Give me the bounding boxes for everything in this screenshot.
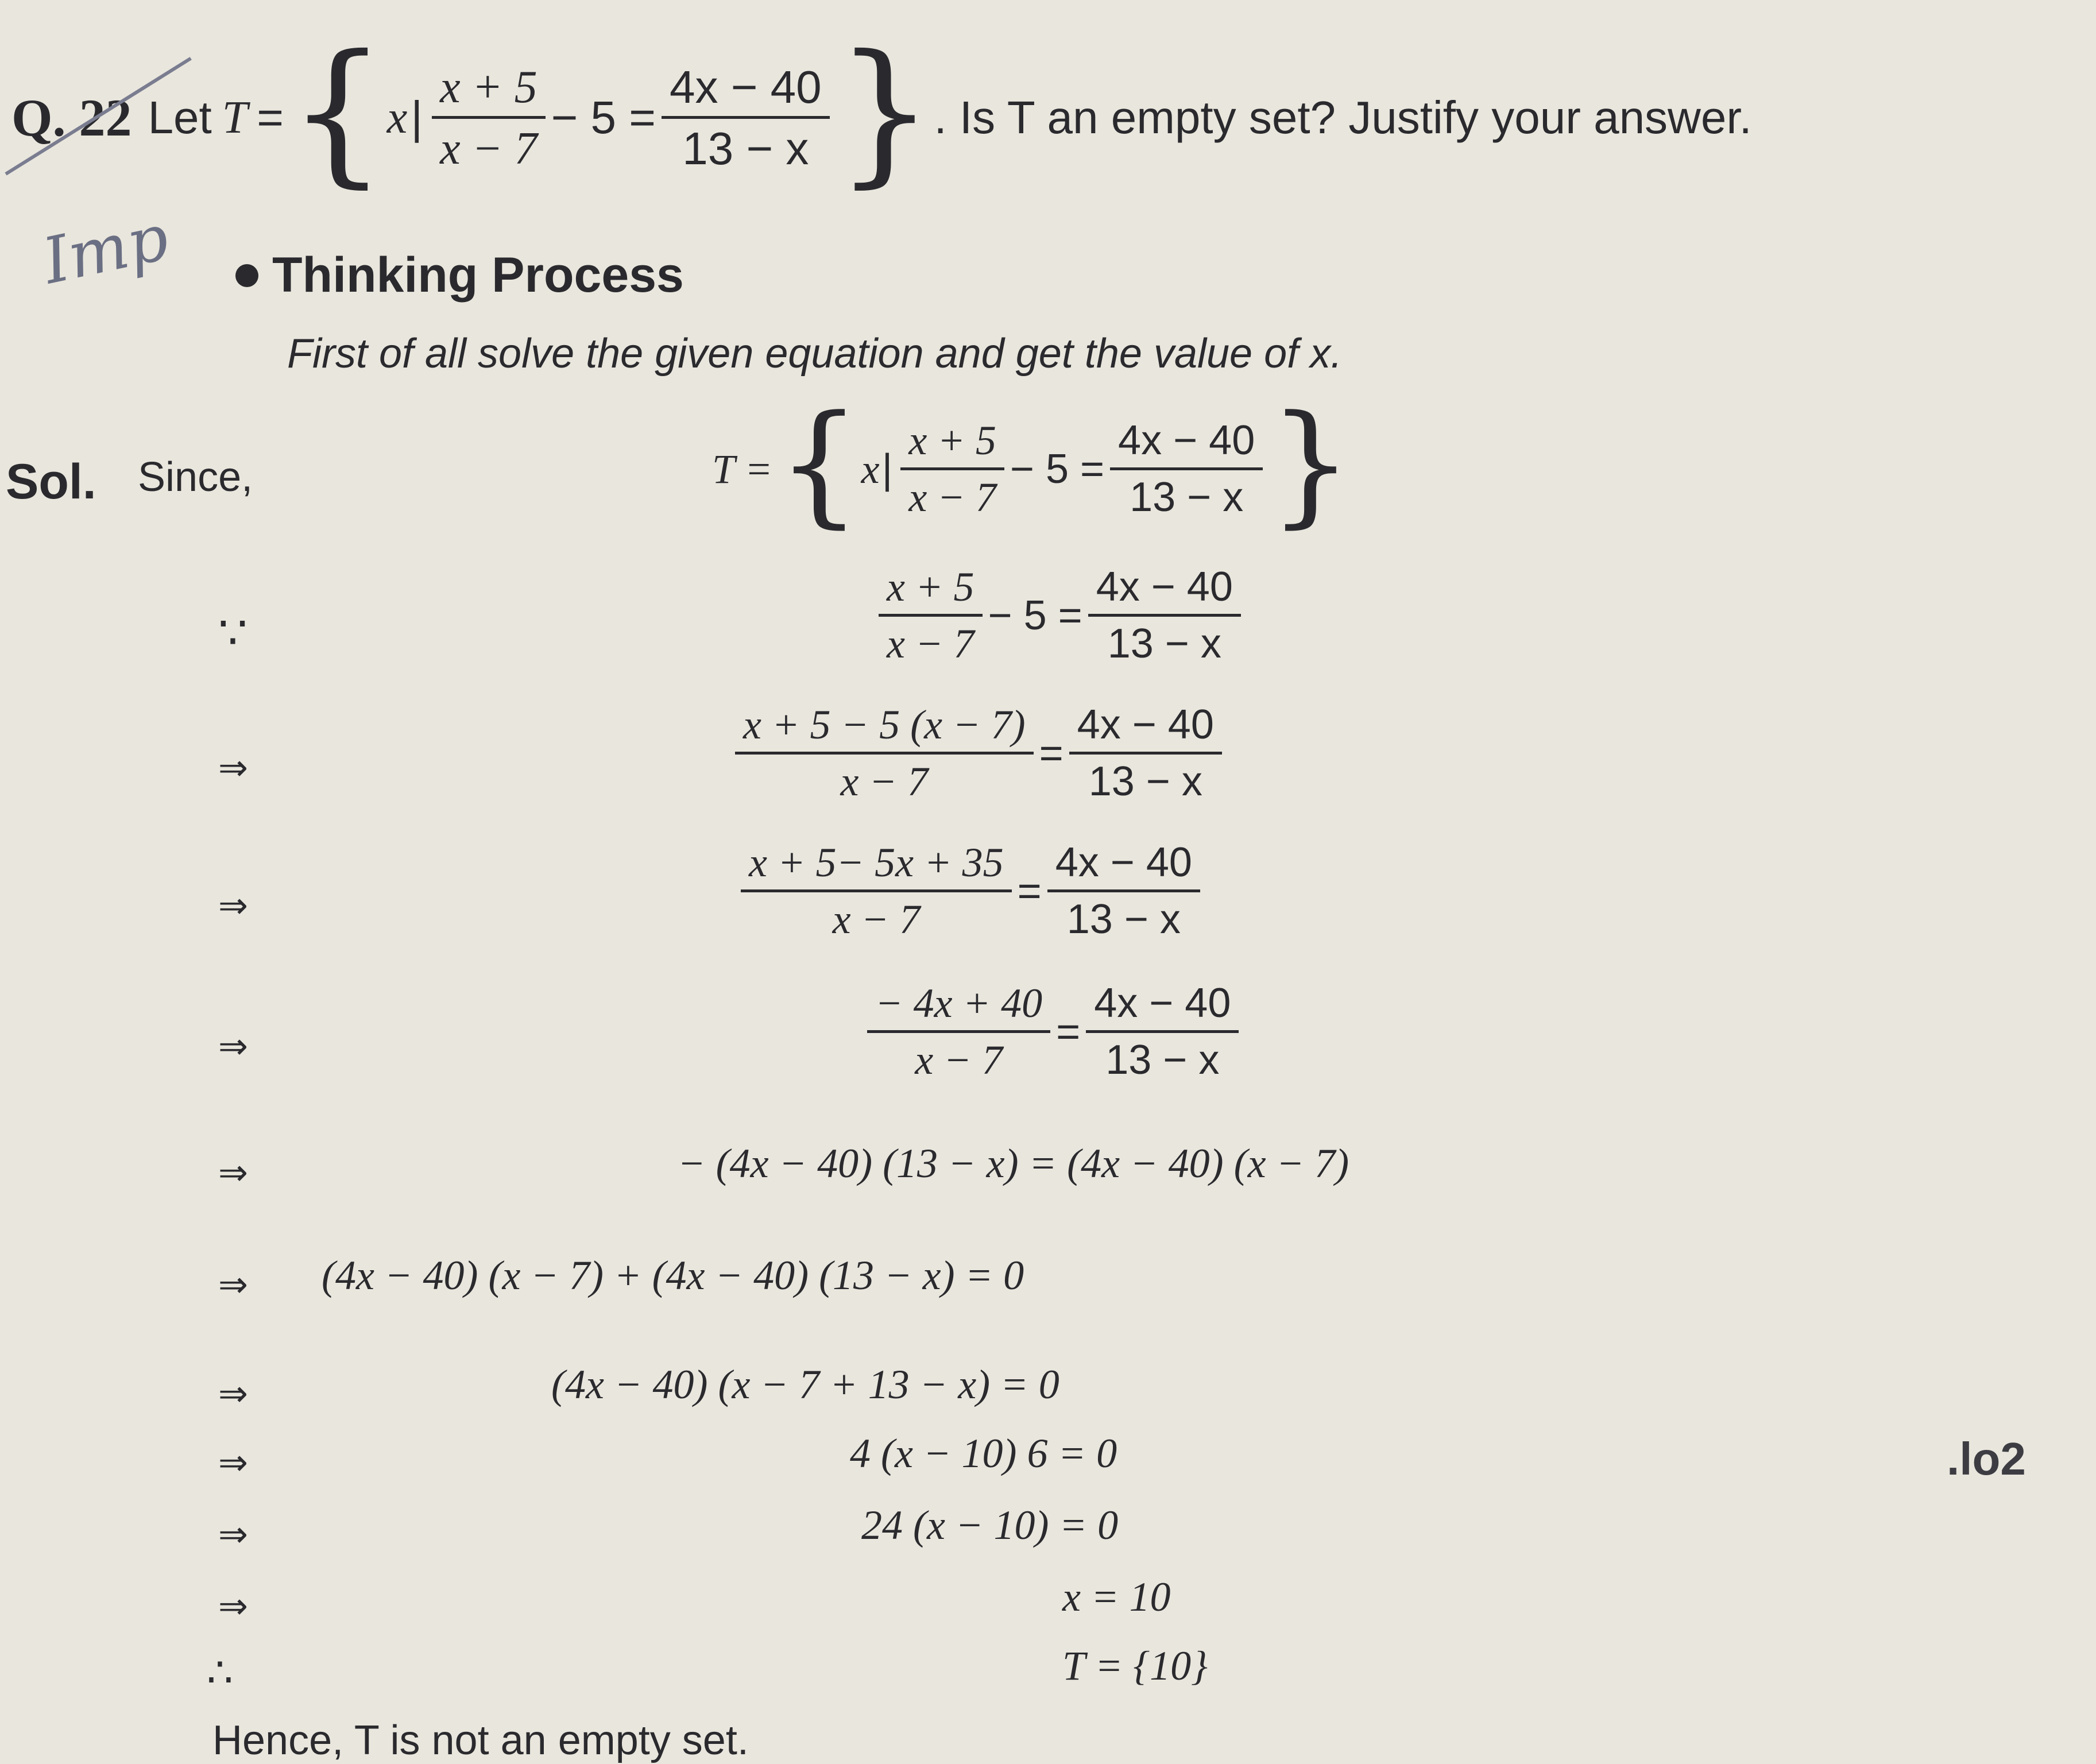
numerator: x + 5 [908, 417, 996, 463]
step-2 [873, 566, 1247, 666]
question-line [11, 21, 1752, 202]
step-11: x = 10 [1062, 1574, 1171, 1620]
set-var: x [386, 92, 408, 143]
such-that-bar: | [411, 92, 423, 143]
step-4 [735, 841, 1206, 941]
numerator: − 4x + 40 [875, 980, 1043, 1026]
denominator: x − 7 [840, 758, 929, 804]
denominator: x − 7 [887, 620, 974, 667]
implies-arrow: ⇒ [218, 1025, 248, 1067]
denominator: 13 − x [682, 122, 809, 174]
right-brace: } [835, 21, 934, 202]
op: = [1056, 1009, 1081, 1055]
denominator: x − 7 [832, 896, 921, 942]
op: = [1017, 868, 1042, 915]
fraction-1 [432, 63, 546, 173]
implies-arrow: ⇒ [218, 1151, 248, 1193]
numerator: 4x − 40 [1118, 417, 1255, 463]
implies-arrow: ⇒ [218, 1263, 248, 1305]
denominator: 13 − x [1066, 896, 1181, 942]
thinking-title: Thinking Process [272, 247, 684, 303]
sol-label: Sol. [6, 454, 96, 509]
thinking-header [235, 247, 684, 304]
question-let: Let [148, 92, 212, 143]
bulb-icon [235, 264, 258, 287]
step-12: T = {10} [1062, 1643, 1208, 1689]
implies-arrow: ⇒ [218, 746, 248, 788]
numerator: 4x − 40 [669, 61, 822, 113]
op: − 5 = [988, 593, 1082, 639]
numerator: x + 5 − 5 (x − 7) [743, 702, 1026, 748]
numerator: 4x − 40 [1094, 980, 1231, 1026]
op: − 5 = [1010, 446, 1105, 492]
numerator: 4x − 40 [1077, 702, 1214, 748]
denominator: x − 7 [908, 474, 996, 520]
since-text: Since, [138, 454, 253, 500]
left-brace: { [777, 388, 861, 541]
step-9: 4 (x − 10) 6 = 0 [850, 1430, 1117, 1476]
denominator: x − 7 [440, 123, 537, 174]
fraction-left [741, 841, 1012, 941]
therefore-symbol: ∴ [207, 1650, 233, 1696]
question-text: . Is T an empty set? Justify your answer. [934, 92, 1752, 143]
numerator: x + 5 [440, 61, 537, 113]
step-7: (4x − 40) (x − 7) + (4x − 40) (13 − x) = 0 [322, 1252, 1024, 1298]
step-8: (4x − 40) (x − 7 + 13 − x) = 0 [551, 1361, 1059, 1407]
fraction-left [867, 982, 1050, 1082]
fraction-right [1047, 841, 1200, 941]
numerator: 4x − 40 [1055, 840, 1192, 885]
handwritten-note: Imp [37, 200, 175, 299]
because-symbol: ∵ [218, 607, 248, 658]
set-var: x [861, 446, 880, 492]
denominator: 13 − x [1130, 474, 1244, 520]
implies-arrow: ⇒ [218, 884, 248, 926]
implies-arrow: ⇒ [218, 1441, 248, 1483]
denominator: 13 − x [1105, 1036, 1220, 1083]
fraction-right [1088, 566, 1241, 666]
step-5 [861, 982, 1244, 1082]
fraction-right [1086, 982, 1239, 1082]
minus-five: − 5 = [551, 92, 656, 143]
denominator: 13 − x [1088, 758, 1202, 804]
fraction-2 [662, 63, 830, 173]
numerator: x + 5 [887, 564, 974, 610]
step-3 [729, 703, 1228, 803]
op: = [1039, 730, 1064, 777]
left-brace: { [288, 21, 387, 202]
step-1 [712, 388, 1353, 541]
thinking-text: First of all solve the given equation and get the value of x. [287, 331, 1343, 377]
implies-arrow: ⇒ [218, 1372, 248, 1414]
equals: = [257, 92, 284, 143]
implies-arrow: ⇒ [218, 1513, 248, 1555]
question-number: Q. 22 [11, 88, 132, 147]
lhs: T = [712, 446, 773, 492]
numerator: x + 5− 5x + 35 [749, 840, 1004, 885]
fraction-left [879, 566, 983, 666]
fraction-left [735, 703, 1034, 803]
set-symbol: T [222, 92, 248, 143]
right-brace: } [1269, 388, 1353, 541]
fraction-right [1069, 703, 1222, 803]
bleed-through-text: .lo2 [1947, 1433, 2026, 1484]
numerator: 4x − 40 [1096, 564, 1233, 610]
fraction-right [1110, 419, 1263, 519]
step-6: − (4x − 40) (13 − x) = (4x − 40) (x − 7) [678, 1140, 1349, 1186]
denominator: x − 7 [915, 1036, 1003, 1083]
such-that-bar: | [881, 446, 893, 492]
conclusion-text: Hence, T is not an empty set. [212, 1717, 749, 1763]
implies-arrow: ⇒ [218, 1585, 248, 1627]
denominator: 13 − x [1107, 620, 1221, 667]
fraction-left [900, 419, 1004, 519]
step-10: 24 (x − 10) = 0 [861, 1502, 1119, 1548]
